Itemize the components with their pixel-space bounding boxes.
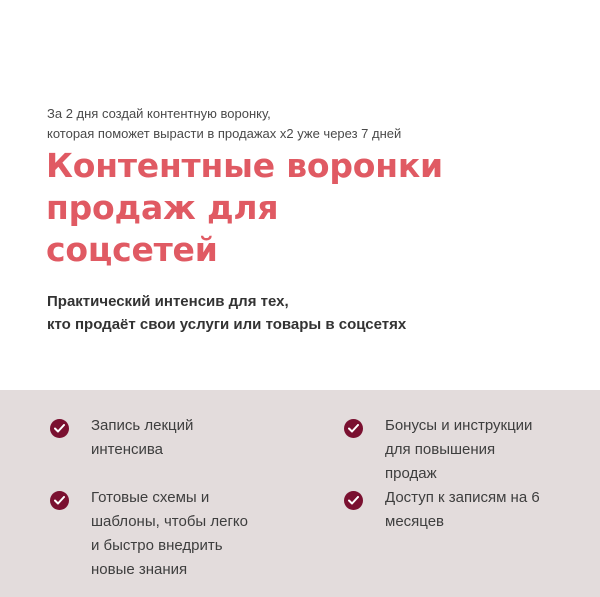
intro-line: которая поможет вырасти в продажах x2 уже через 7 дней	[47, 126, 402, 141]
feature-text: Запись лекций интенсива	[91, 417, 194, 458]
feature-text: Доступ к записям на 6 месяцев	[385, 489, 540, 530]
feature-text: Бонусы и инструкции для повышения продаж	[385, 417, 533, 482]
check-circle-icon	[50, 419, 69, 438]
title-line: продаж для	[46, 188, 279, 227]
lead-text	[47, 290, 406, 336]
feature-text: Готовые схемы и шаблоны, чтобы легко и быстро внедрить новые знания	[91, 489, 248, 578]
intro-line: За 2 дня создай контентную воронку,	[47, 106, 271, 121]
feature-item-bonuses	[344, 414, 532, 486]
lead-line: кто продаёт свои услуги или товары в соцсетях	[47, 316, 407, 333]
feature-item-access	[344, 486, 540, 534]
lead-line: Практический интенсив для тех,	[47, 293, 289, 310]
title-line: соцсетей	[46, 230, 218, 269]
intro-text	[47, 104, 401, 144]
page-title	[46, 145, 443, 271]
feature-item-templates	[50, 486, 248, 582]
check-circle-icon	[344, 491, 363, 510]
title-line: Контентные воронки	[46, 146, 443, 185]
check-circle-icon	[50, 491, 69, 510]
check-circle-icon	[344, 419, 363, 438]
features-section	[0, 390, 600, 597]
feature-item-lectures	[50, 414, 193, 462]
